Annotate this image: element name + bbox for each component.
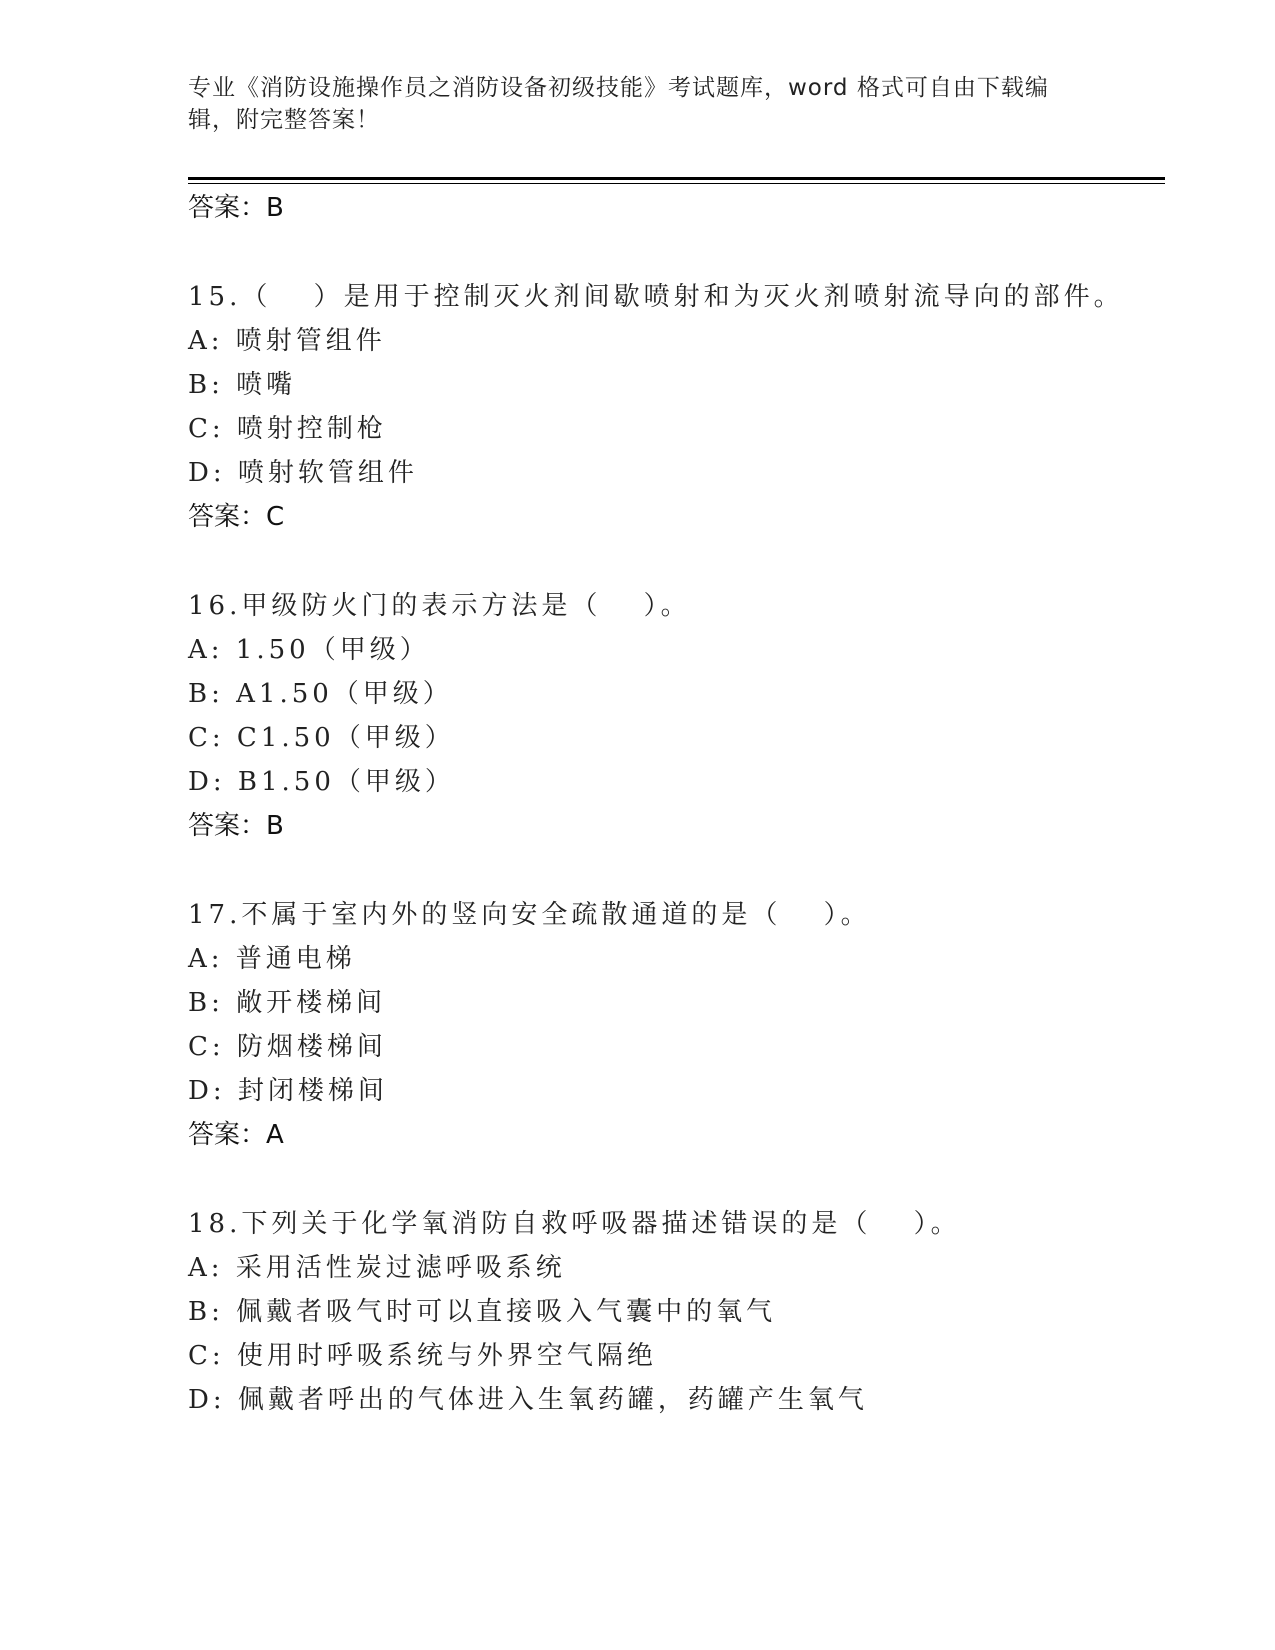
option-b: B: 敞开楼梯间: [188, 988, 387, 1018]
option-d: D: 佩戴者呼出的气体进入生氧药罐，药罐产生氧气: [188, 1385, 868, 1415]
option-c: C: 使用时呼吸系统与外界空气隔绝: [188, 1341, 657, 1371]
option-c: C: 防烟楼梯间: [188, 1032, 387, 1062]
option-a: A: 采用活性炭过滤呼吸系统: [188, 1253, 566, 1283]
option-a: A: 喷射管组件: [188, 326, 386, 356]
option-c: C: C1.50（甲级）: [188, 723, 455, 753]
option-a: A: 普通电梯: [188, 944, 356, 974]
option-c: C: 喷射控制枪: [188, 414, 387, 444]
header-rule-thick: [188, 177, 1165, 180]
option-d: D: 封闭楼梯间: [188, 1076, 388, 1106]
option-b: B: A1.50（甲级）: [188, 679, 453, 709]
header-line-2: 辑，附完整答案！: [188, 107, 380, 133]
header-line-1: 专业《消防设施操作员之消防设备初级技能》考试题库，word 格式可自由下载编: [188, 75, 1049, 101]
answer-line: 答案：A: [188, 1120, 284, 1150]
answer-line: 答案：C: [188, 502, 285, 532]
question-stem: 16.甲级防火门的表示方法是（ ）。: [188, 591, 691, 621]
question-stem: 17.不属于室内外的竖向安全疏散通道的是（ ）。: [188, 900, 871, 930]
option-b: B: 佩戴者吸气时可以直接吸入气囊中的氧气: [188, 1297, 777, 1327]
option-d: D: B1.50（甲级）: [188, 767, 455, 797]
question-stem: 18.下列关于化学氧消防自救呼吸器描述错误的是（ ）。: [188, 1209, 961, 1239]
answer-line: 答案：B: [188, 811, 284, 841]
answer-line: 答案：B: [188, 193, 284, 223]
header-rule-thin: [188, 183, 1165, 184]
option-a: A: 1.50（甲级）: [188, 635, 430, 665]
option-d: D: 喷射软管组件: [188, 458, 418, 488]
question-stem: 15.（ ）是用于控制灭火剂间歇喷射和为灭火剂喷射流导向的部件。: [188, 282, 1124, 312]
option-b: B: 喷嘴: [188, 370, 297, 400]
document-header: [188, 72, 1068, 136]
